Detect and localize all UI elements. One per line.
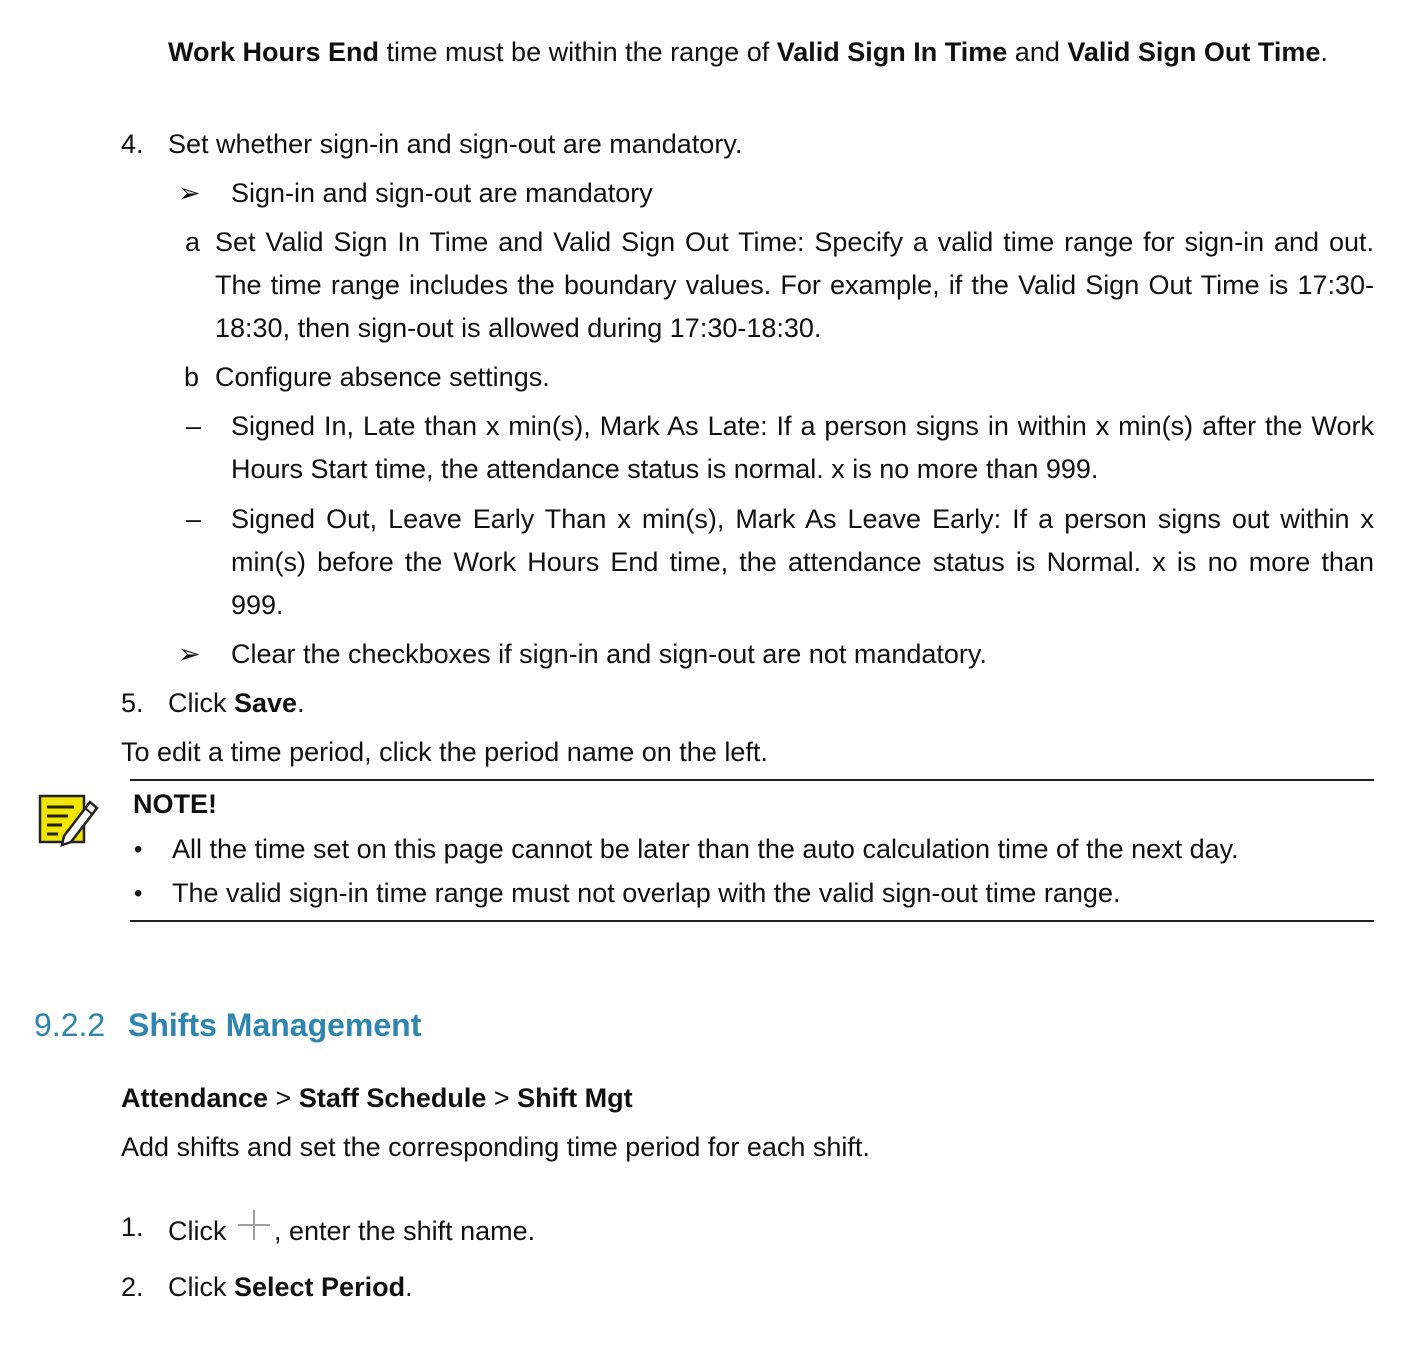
edit-period-text: To edit a time period, click the period name on the left. <box>121 737 768 767</box>
step-1-number: 1. <box>121 1212 144 1242</box>
note-pencil-icon <box>38 792 100 848</box>
sub-a-letter: a <box>185 227 201 257</box>
save-term: Save <box>234 688 298 718</box>
dash-bullet-1: – <box>186 411 202 441</box>
intro-text: Add shifts and set the corresponding time period for each shift. <box>121 1132 870 1162</box>
note-bullet-2: • <box>134 880 143 907</box>
sub-b-letter: b <box>184 362 200 392</box>
section-number: 9.2.2 <box>34 1007 106 1043</box>
section-title: Shifts Management <box>128 1007 422 1043</box>
valid-sign-out-term: Valid Sign Out Time <box>1067 37 1321 67</box>
step-2-text: Click Select Period. <box>168 1272 413 1302</box>
step-5-text: Click Save. <box>168 688 305 718</box>
step-4-text: Set whether sign-in and sign-out are mandatory. <box>168 129 743 159</box>
step-5-number: 5. <box>121 688 144 718</box>
breadcrumb-separator: > <box>268 1083 299 1113</box>
breadcrumb-staff-schedule: Staff Schedule <box>298 1083 487 1113</box>
late-setting-text: Signed In, Late than x min(s), Mark As Late: If a person signs in within x min(s) after the Work Hours Start time, the attendance status is normal. x is no more than 999. <box>231 411 1374 484</box>
step-4-number: 4. <box>121 129 144 159</box>
note-top-rule <box>130 779 1374 781</box>
arrow-bullet-icon: ➢ <box>178 639 201 669</box>
sub-a-text: Set Valid Sign In Time and Valid Sign Out Time: Specify a valid time range for sign-in and out. The time range includes the boundary values. For example, if the Valid Sign Out Time is 17:30-18:30, then sign-out is allowed during 17:30-18:30. <box>215 227 1374 343</box>
select-period-term: Select Period <box>234 1272 406 1302</box>
plus-icon <box>236 1206 272 1252</box>
clear-checkboxes-text: Clear the checkboxes if sign-in and sign-out are not mandatory. <box>231 639 987 669</box>
leave-early-setting-text: Signed Out, Leave Early Than x min(s), Mark As Leave Early: If a person signs out within x min(s) before the Work Hours End time, the attendance status is Normal. x is no more than 999. <box>231 504 1374 620</box>
breadcrumb-separator: > <box>486 1083 518 1113</box>
breadcrumb <box>121 1077 633 1120</box>
mandatory-text: Sign-in and sign-out are mandatory <box>231 178 653 208</box>
breadcrumb-shift-mgt: Shift Mgt <box>517 1083 633 1113</box>
work-hours-end-term: Work Hours End <box>168 37 380 67</box>
note-bottom-rule <box>130 920 1374 922</box>
dash-bullet-2: – <box>186 504 202 534</box>
valid-sign-in-term: Valid Sign In Time <box>776 37 1008 67</box>
note-item-2: The valid sign-in time range must not overlap with the valid sign-out time range. <box>172 878 1121 908</box>
arrow-bullet-icon: ➢ <box>178 178 201 208</box>
step-2-number: 2. <box>121 1272 144 1302</box>
step-1-text: Click , enter the shift name. <box>168 1206 535 1253</box>
note-bullet-1: • <box>134 836 143 863</box>
breadcrumb-attendance: Attendance <box>121 1083 269 1113</box>
note-title: NOTE! <box>133 789 217 819</box>
sub-b-text: Configure absence settings. <box>215 362 550 392</box>
continuation-text: Work Hours End time must be within the range of Valid Sign In Time and Valid Sign Out Time. <box>168 37 1328 67</box>
note-item-1: All the time set on this page cannot be later than the auto calculation time of the next day. <box>172 834 1239 864</box>
